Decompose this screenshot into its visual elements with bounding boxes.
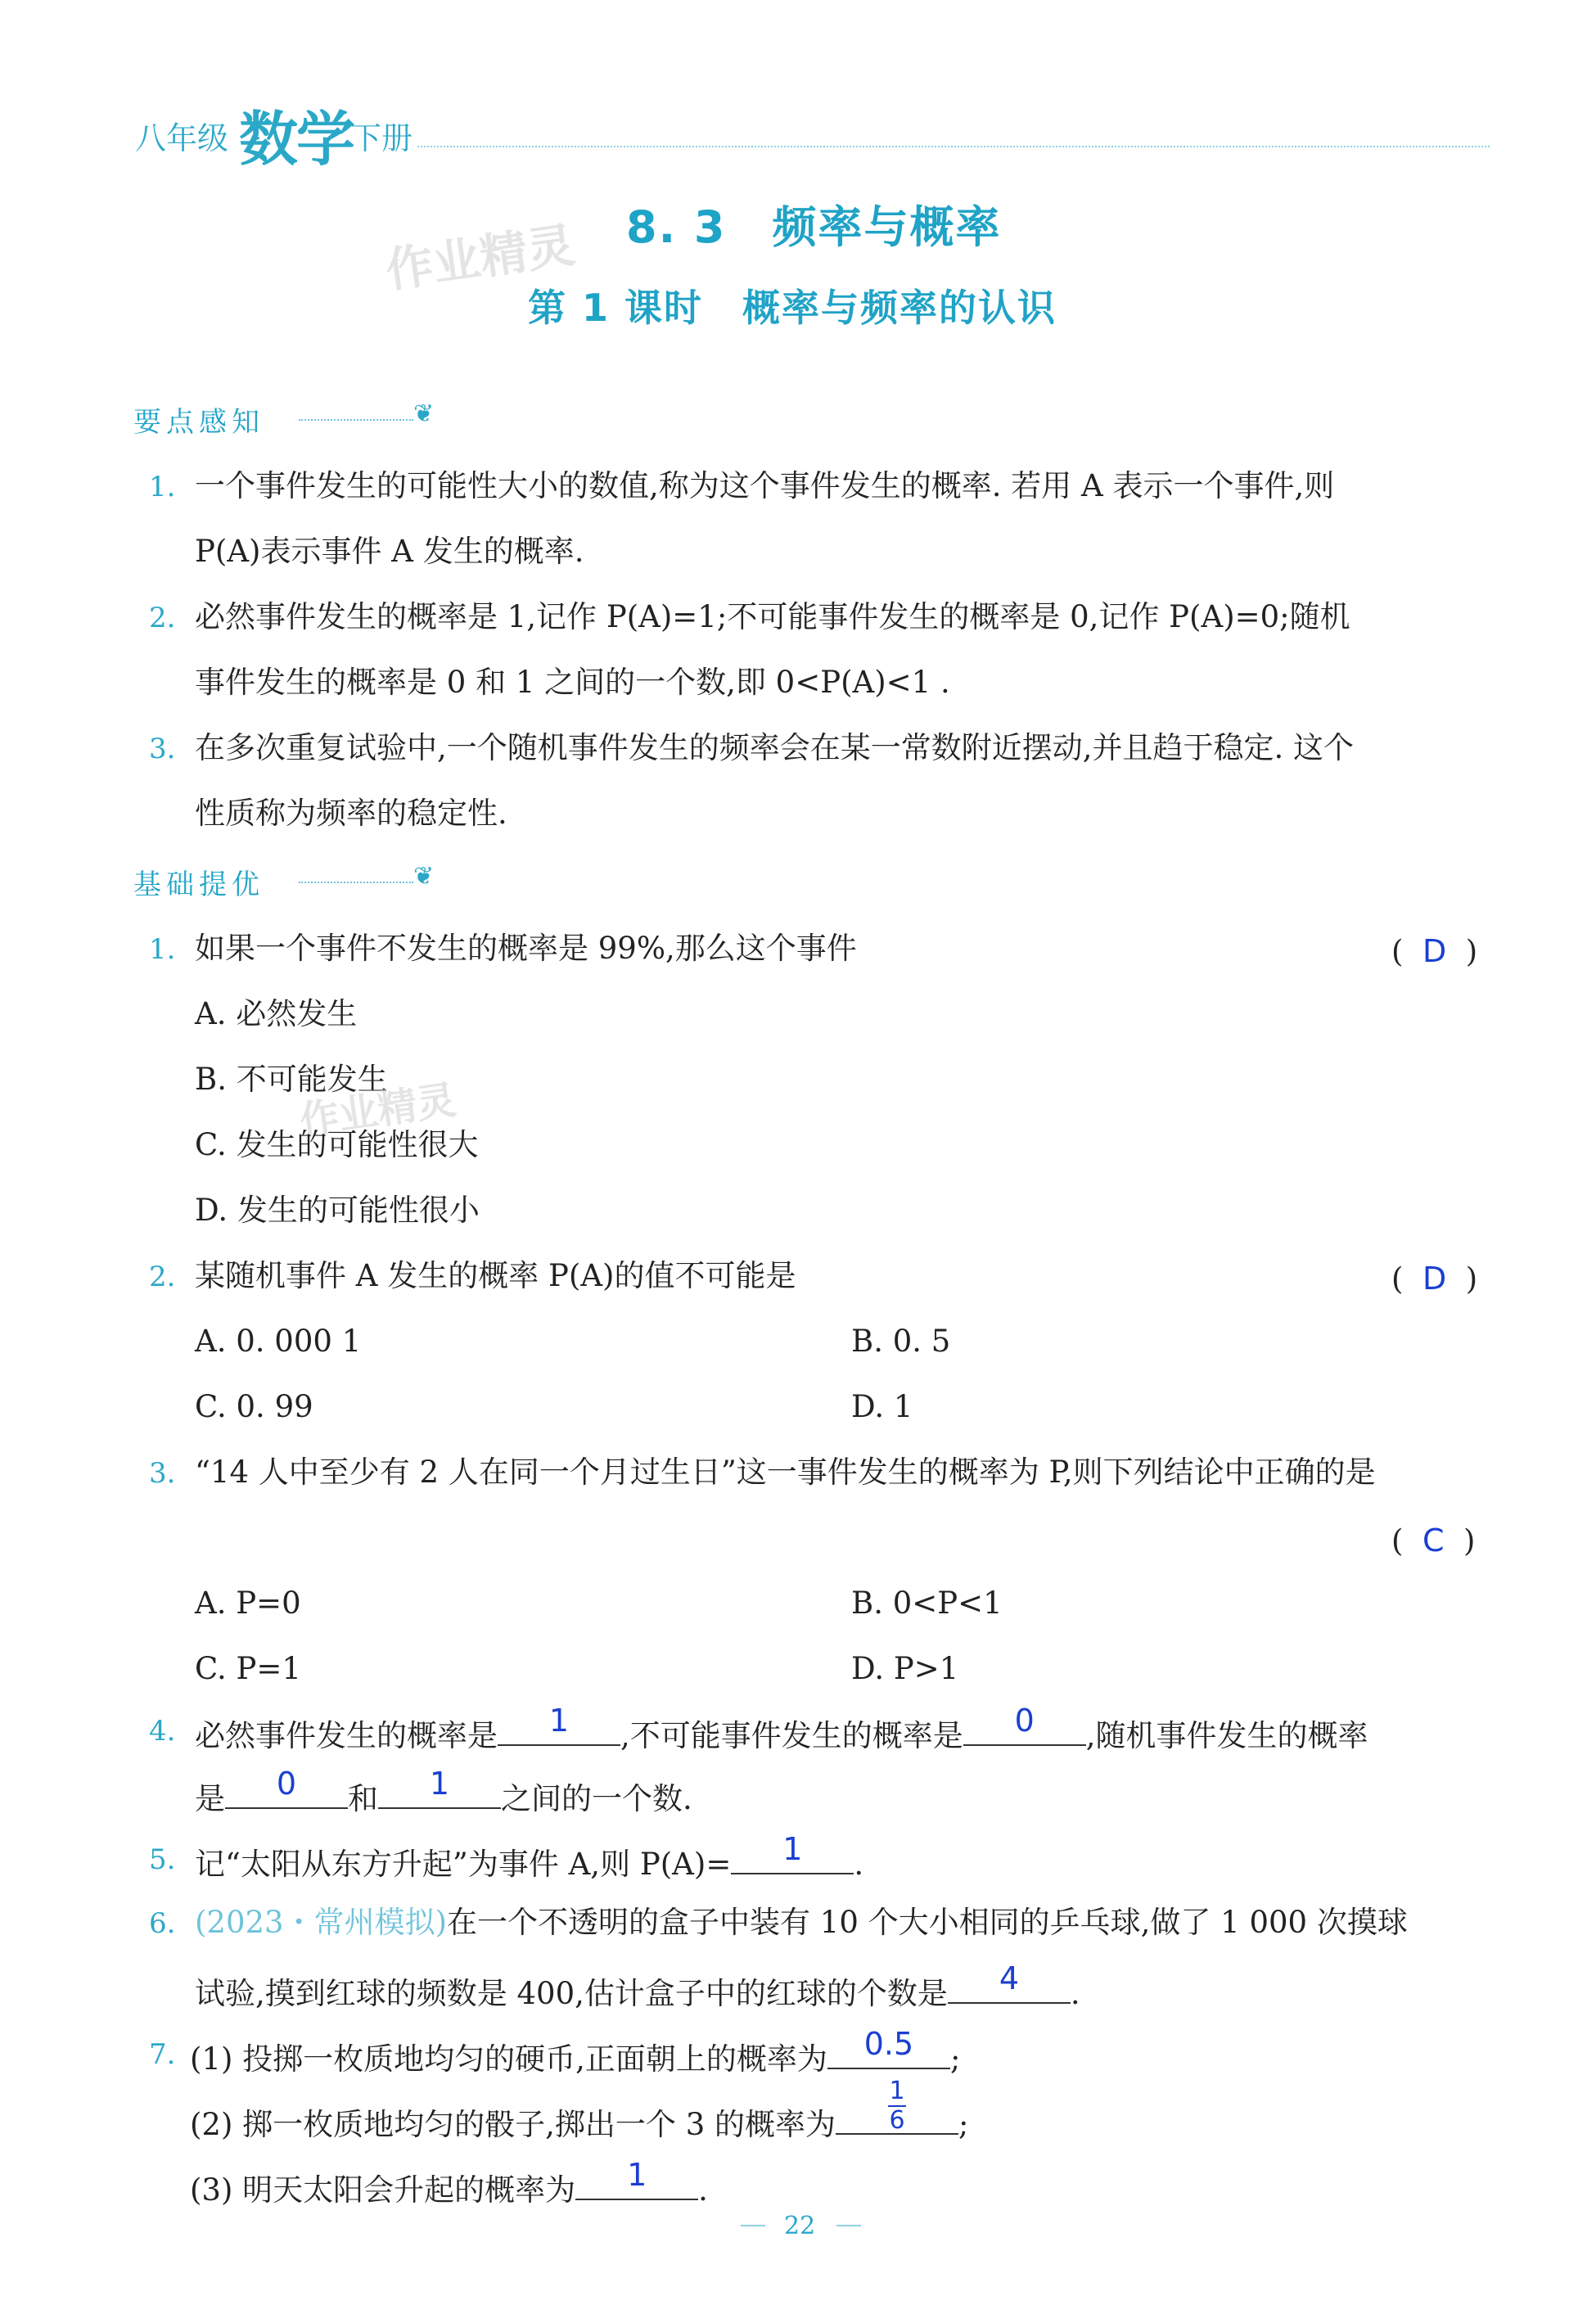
q2-option-a: A. 0. 000 1 (195, 1324, 362, 1359)
q7-blank-3: 1 (575, 2169, 698, 2200)
kp-2-line-2: 事件发生的概率是 0 和 1 之间的一个数,即 0<P(A)<1 . (195, 665, 950, 700)
q6-line-2: 试验,摸到红球的频数是 400,估计盒子中的红球的个数是 4 . (195, 1960, 1080, 2011)
q4-blank-1: 1 (498, 1715, 620, 1746)
page-number-line-right (836, 2225, 861, 2226)
q7-blank-1: 0.5 (827, 2038, 950, 2069)
q4-line-1: 必然事件发生的概率是 1 ,不可能事件发生的概率是 0 ,随机事件发生的概率 (195, 1703, 1368, 1753)
q6-num: 6. (149, 1907, 176, 1940)
q2-stem: 某随机事件 A 发生的概率 P(A)的值不可能是 (195, 1258, 796, 1293)
leaf-icon: ❦ (413, 399, 435, 428)
q5-blank: 1 (731, 1843, 854, 1874)
kp-1-line-2: P(A)表示事件 A 发生的概率. (195, 534, 584, 569)
q1-num: 1. (149, 933, 176, 966)
q3-option-d: D. P>1 (851, 1651, 959, 1686)
q4-blank-3: 0 (225, 1778, 348, 1809)
q2-answer-paren: ( D ) (1391, 1261, 1478, 1297)
q6-source: (2023・常州模拟) (195, 1905, 448, 1940)
q1-answer: D (1422, 933, 1447, 969)
key-points-heading: 要点感知 (133, 406, 264, 439)
page-number-line-left (741, 2225, 765, 2226)
q4-blank-4: 1 (378, 1778, 501, 1809)
q5-num: 5. (149, 1843, 176, 1876)
q1-option-c: C. 发生的可能性很大 (195, 1127, 479, 1162)
key-points-heading-line (299, 419, 413, 421)
q4-num: 4. (149, 1715, 176, 1748)
q7-part-1: (1) 投掷一枚质地均匀的硬币,正面朝上的概率为 0.5 ; (190, 2026, 961, 2077)
basics-heading-line (299, 882, 413, 883)
q1-answer-paren: ( D ) (1391, 933, 1478, 969)
kp-1-num: 1. (149, 471, 176, 503)
q4-line-2: 是 0 和 1 之间的一个数. (195, 1766, 692, 1816)
kp-2-line-1: 必然事件发生的概率是 1,记作 P(A)=1;不可能事件发生的概率是 0,记作 P(A)=0;随机 (195, 599, 1350, 634)
lesson-title: 第 1 课时 概率与频率的认识 (528, 286, 1057, 330)
q7-fraction: 1 6 (889, 2077, 905, 2135)
q3-num: 3. (149, 1457, 176, 1490)
q7-part-2: (2) 掷一枚质地均匀的骰子,掷出一个 3 的概率为 1 6 ; (190, 2077, 969, 2142)
basics-heading: 基础提优 (133, 868, 264, 901)
q2-answer: D (1422, 1261, 1447, 1297)
q4-blank-2: 0 (963, 1715, 1086, 1746)
page-number: 22 (784, 2212, 816, 2240)
q1-option-a: A. 必然发生 (195, 996, 358, 1031)
header-subject: 数学 (239, 105, 354, 174)
q7-blank-2 (836, 2077, 958, 2135)
q7-num: 7. (149, 2038, 176, 2071)
kp-1-line-1: 一个事件发生的可能性大小的数值,称为这个事件发生的概率. 若用 A 表示一个事件,则 (195, 468, 1335, 503)
q3-answer-paren: ( C ) (1391, 1522, 1476, 1558)
q6-line-1: (2023・常州模拟)在一个不透明的盒子中装有 10 个大小相同的乒乓球,做了 1 000 次摸球 (195, 1905, 1408, 1940)
watermark: 作业精灵 (296, 1076, 459, 1145)
q2-option-b: B. 0. 5 (851, 1324, 951, 1359)
q2-option-d: D. 1 (851, 1389, 913, 1424)
header-volume: 下册 (350, 120, 413, 156)
kp-2-num: 2. (149, 602, 176, 634)
q1-stem: 如果一个事件不发生的概率是 99%,那么这个事件 (195, 931, 857, 966)
q7-part-3: (3) 明天太阳会升起的概率为 1 . (190, 2157, 708, 2208)
q3-option-c: C. P=1 (195, 1651, 301, 1686)
kp-3-line-1: 在多次重复试验中,一个随机事件发生的频率会在某一常数附近摆动,并且趋于稳定. 这个 (195, 730, 1355, 765)
header-divider (417, 146, 1490, 147)
watermark: 作业精灵 (382, 217, 579, 299)
kp-3-num: 3. (149, 733, 176, 765)
q3-option-a: A. P=0 (195, 1586, 301, 1621)
q2-option-c: C. 0. 99 (195, 1389, 313, 1424)
kp-3-line-2: 性质称为频率的稳定性. (195, 796, 507, 831)
q2-num: 2. (149, 1261, 176, 1293)
q3-answer: C (1422, 1522, 1445, 1558)
q6-blank: 4 (948, 1973, 1071, 2004)
q5-line: 记“太阳从东方升起”为事件 A,则 P(A)= 1 . (195, 1831, 864, 1882)
q3-option-b: B. 0<P<1 (851, 1586, 1003, 1621)
q1-option-b: B. 不可能发生 (195, 1062, 388, 1097)
q1-option-d: D. 发生的可能性很小 (195, 1193, 480, 1228)
leaf-icon: ❦ (413, 862, 435, 891)
header-grade: 八年级 (135, 120, 229, 156)
q3-stem: “14 人中至少有 2 人在同一个月过生日”这一事件发生的概率为 P,则下列结论中正确的是 (195, 1455, 1376, 1490)
section-title: 8. 3 频率与概率 (626, 201, 1002, 253)
